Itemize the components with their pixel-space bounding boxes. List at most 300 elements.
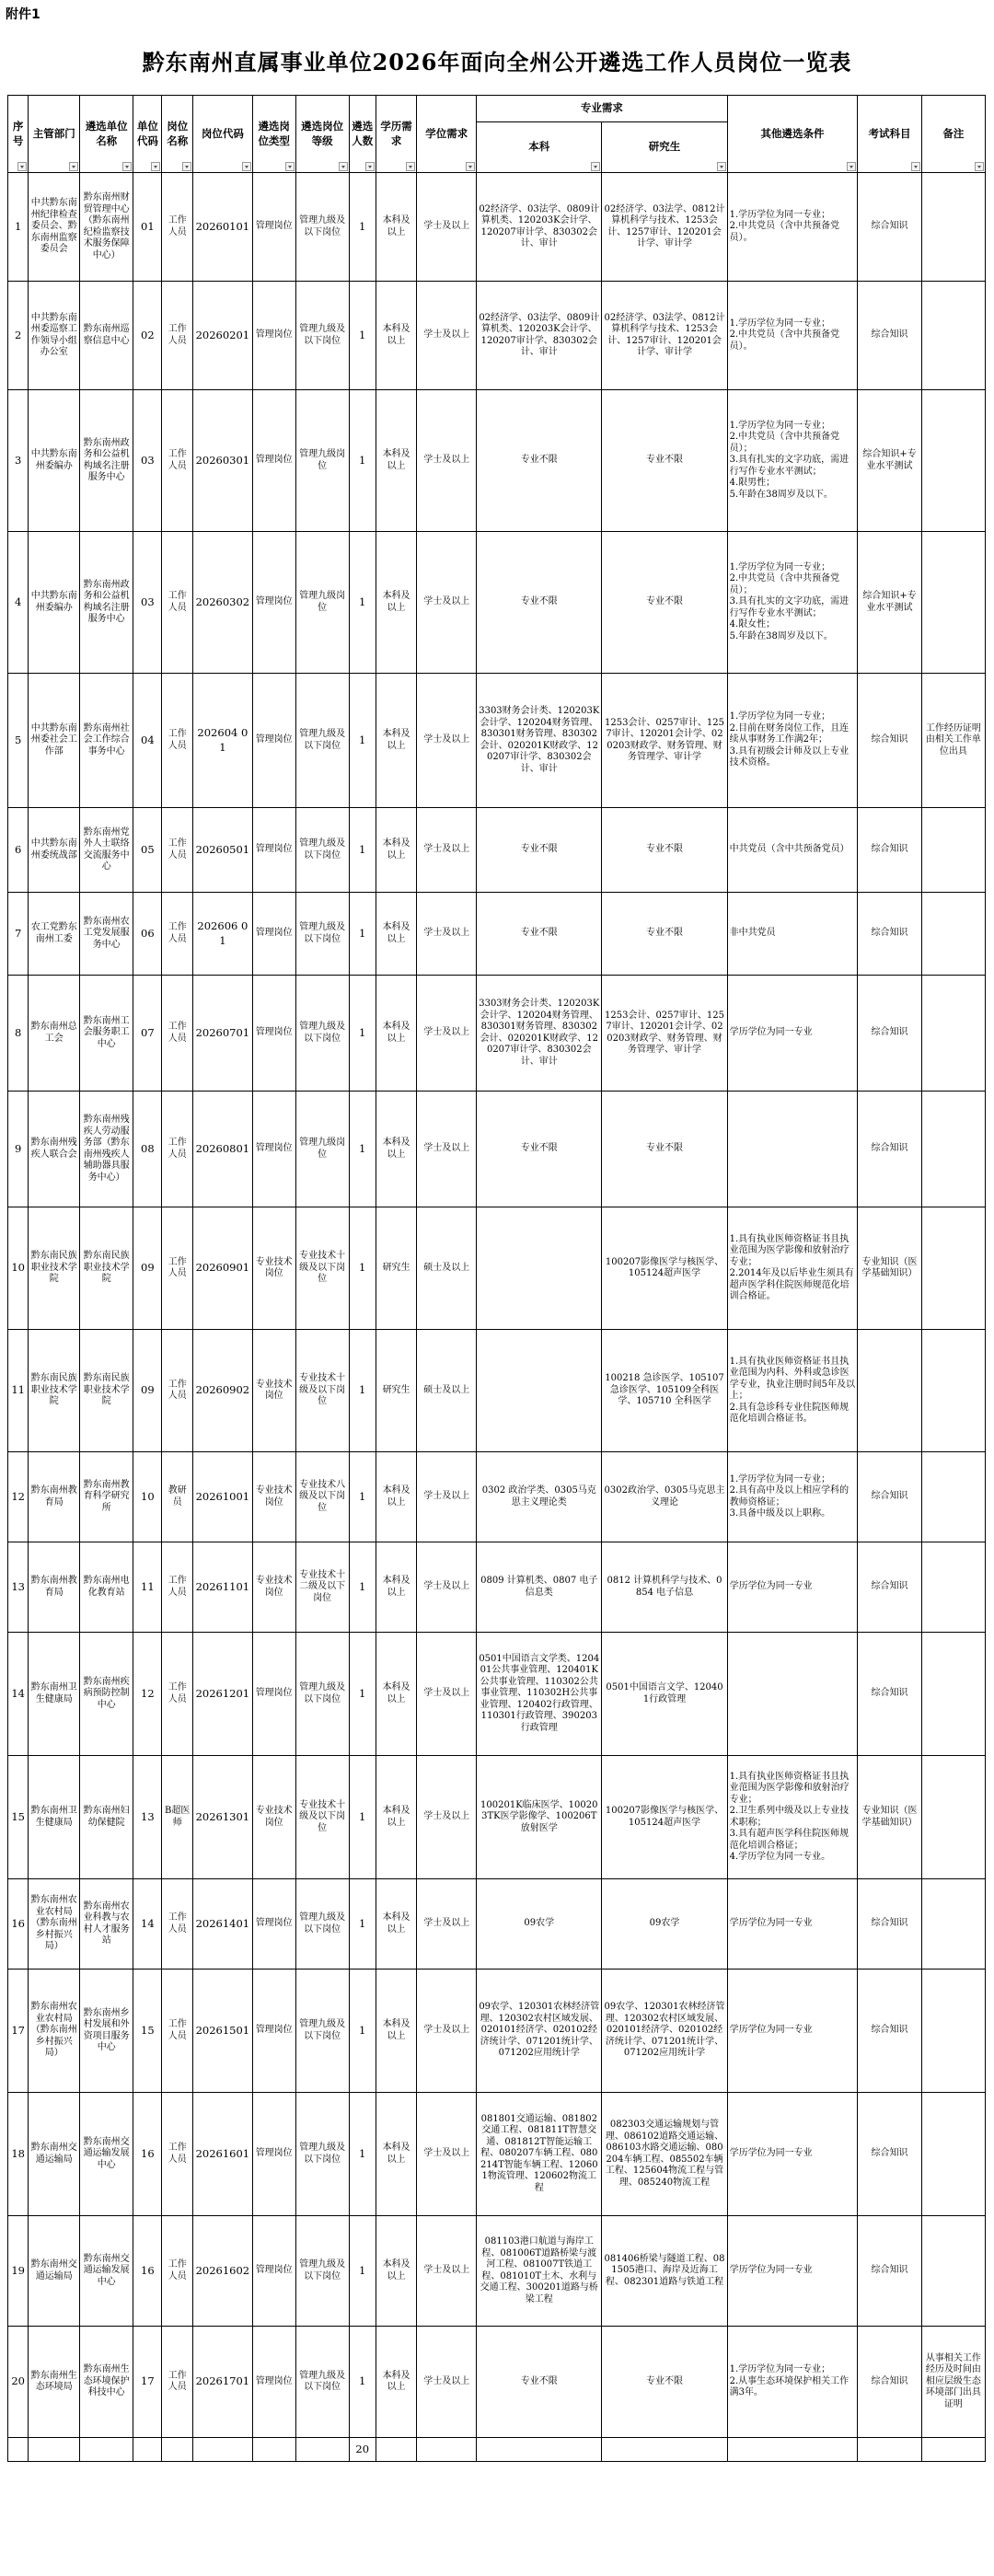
cell-education[interactable]: 本科及以上 — [376, 1092, 417, 1207]
header-dept[interactable]: 主管部门 — [29, 96, 80, 173]
header-graduate[interactable]: 研究生 — [602, 122, 727, 173]
cell-post-level[interactable]: 管理九级及以下岗位 — [295, 1879, 349, 1970]
cell-graduate-major[interactable]: 专业不限 — [602, 390, 727, 532]
cell-undergrad-major[interactable]: 02经济学、03法学、0809计算机类、120203K会计学、120207审计学、830302会计、审计 — [477, 282, 602, 390]
cell-unit-code[interactable]: 08 — [133, 1092, 162, 1207]
cell-dept[interactable]: 中共黔东南州委编办 — [29, 390, 80, 532]
cell-post-name[interactable]: 工作人员 — [162, 1207, 193, 1330]
cell-degree[interactable]: 学士及以上 — [417, 976, 477, 1092]
cell-note[interactable] — [921, 976, 985, 1092]
empty-cell[interactable] — [858, 2438, 921, 2462]
cell-dept[interactable]: 中共黔东南州委编办 — [29, 532, 80, 674]
cell-count[interactable]: 1 — [349, 1970, 376, 2093]
cell-post-code[interactable]: 202606 01 — [192, 893, 252, 976]
cell-exam[interactable]: 综合知识 — [858, 1452, 921, 1542]
cell-dept[interactable]: 黔东南州卫生健康局 — [29, 1633, 80, 1756]
filter-dropdown-icon[interactable] — [17, 162, 27, 171]
cell-exam[interactable]: 综合知识 — [858, 1092, 921, 1207]
cell-note[interactable]: 从事相关工作经历及时间由相应层级生态环境部门出具证明 — [921, 2327, 985, 2438]
cell-education[interactable]: 本科及以上 — [376, 532, 417, 674]
header-education[interactable]: 学历需求 — [376, 96, 417, 173]
cell-note[interactable] — [921, 1452, 985, 1542]
cell-count[interactable]: 1 — [349, 282, 376, 390]
cell-post-name[interactable]: 工作人员 — [162, 1633, 193, 1756]
cell-dept[interactable]: 黔东南民族职业技术学院 — [29, 1207, 80, 1330]
empty-cell[interactable] — [80, 2438, 133, 2462]
cell-unit[interactable]: 黔东南州教育科学研究所 — [80, 1452, 133, 1542]
cell-other-conditions[interactable]: 学历学位为同一专业 — [727, 1970, 858, 2093]
cell-unit[interactable]: 黔东南州妇幼保健院 — [80, 1756, 133, 1879]
cell-education[interactable]: 本科及以上 — [376, 674, 417, 808]
cell-exam[interactable]: 综合知识 — [858, 1542, 921, 1633]
cell-note[interactable] — [921, 1633, 985, 1756]
header-undergrad[interactable]: 本科 — [477, 122, 602, 173]
cell-post-name[interactable]: 工作人员 — [162, 2327, 193, 2438]
cell-unit[interactable]: 黔东南州政务和公益机构域名注册服务中心 — [80, 532, 133, 674]
cell-note[interactable] — [921, 1879, 985, 1970]
cell-degree[interactable]: 学士及以上 — [417, 390, 477, 532]
cell-education[interactable]: 本科及以上 — [376, 2093, 417, 2216]
cell-post-level[interactable]: 管理九级及以下岗位 — [295, 282, 349, 390]
cell-unit-code[interactable]: 04 — [133, 674, 162, 808]
empty-cell[interactable] — [477, 2438, 602, 2462]
empty-cell[interactable] — [192, 2438, 252, 2462]
cell-post-code[interactable]: 20260302 — [192, 532, 252, 674]
header-note[interactable]: 备注 — [921, 96, 985, 173]
cell-note[interactable] — [921, 1756, 985, 1879]
cell-graduate-major[interactable]: 081406桥梁与隧道工程、081505港口、海岸及近海工程、082301道路与铁道工程 — [602, 2216, 727, 2327]
cell-seq[interactable]: 9 — [8, 1092, 29, 1207]
header-count[interactable]: 遴选人数 — [349, 96, 376, 173]
cell-dept[interactable]: 农工党黔东南州工委 — [29, 893, 80, 976]
cell-other-conditions[interactable]: 1.学历学位为同一专业； 2.目前在财务岗位工作，且连续从事财务工作满2年； 3.具有初级会计师及以上专业技术资格。 — [727, 674, 858, 808]
filter-dropdown-icon[interactable] — [242, 162, 251, 171]
cell-count[interactable]: 1 — [349, 390, 376, 532]
cell-dept[interactable]: 黔东南州教育局 — [29, 1452, 80, 1542]
cell-seq[interactable]: 3 — [8, 390, 29, 532]
cell-graduate-major[interactable]: 0302政治学、0305马克思主义理论 — [602, 1452, 727, 1542]
cell-education[interactable]: 本科及以上 — [376, 390, 417, 532]
cell-post-name[interactable]: 工作人员 — [162, 1879, 193, 1970]
cell-count[interactable]: 1 — [349, 1452, 376, 1542]
cell-undergrad-major[interactable]: 专业不限 — [477, 893, 602, 976]
cell-post-level[interactable]: 管理九级岗位 — [295, 1092, 349, 1207]
cell-post-level[interactable]: 专业技术十级及以下岗位 — [295, 1330, 349, 1452]
cell-post-name[interactable]: 工作人员 — [162, 282, 193, 390]
cell-dept[interactable]: 黔东南州残疾人联合会 — [29, 1092, 80, 1207]
cell-education[interactable]: 研究生 — [376, 1207, 417, 1330]
cell-unit[interactable]: 黔东南州电化教育站 — [80, 1542, 133, 1633]
cell-unit-code[interactable]: 03 — [133, 532, 162, 674]
cell-degree[interactable]: 学士及以上 — [417, 532, 477, 674]
cell-exam[interactable]: 专业知识（医学基础知识） — [858, 1756, 921, 1879]
cell-education[interactable]: 本科及以上 — [376, 2216, 417, 2327]
cell-post-type[interactable]: 管理岗位 — [252, 1970, 295, 2093]
cell-unit[interactable]: 黔东南州政务和公益机构域名注册服务中心 — [80, 390, 133, 532]
cell-seq[interactable]: 19 — [8, 2216, 29, 2327]
cell-education[interactable]: 本科及以上 — [376, 1542, 417, 1633]
cell-other-conditions[interactable]: 中共党员（含中共预备党员） — [727, 808, 858, 893]
cell-exam[interactable]: 综合知识 — [858, 2093, 921, 2216]
cell-education[interactable]: 本科及以上 — [376, 2327, 417, 2438]
cell-note[interactable] — [921, 390, 985, 532]
cell-post-code[interactable]: 20260301 — [192, 390, 252, 532]
cell-education[interactable]: 本科及以上 — [376, 282, 417, 390]
cell-unit-code[interactable]: 05 — [133, 808, 162, 893]
cell-count[interactable]: 1 — [349, 173, 376, 282]
cell-post-level[interactable]: 管理九级及以下岗位 — [295, 2327, 349, 2438]
empty-cell[interactable] — [921, 2438, 985, 2462]
cell-seq[interactable]: 1 — [8, 173, 29, 282]
header-seq[interactable]: 序号 — [8, 96, 29, 173]
cell-seq[interactable]: 7 — [8, 893, 29, 976]
cell-post-type[interactable]: 管理岗位 — [252, 893, 295, 976]
cell-education[interactable]: 本科及以上 — [376, 1633, 417, 1756]
cell-other-conditions[interactable]: 1.学历学位为同一专业； 2.从事生态环境保护相关工作满3年。 — [727, 2327, 858, 2438]
cell-graduate-major[interactable]: 专业不限 — [602, 2327, 727, 2438]
cell-post-type[interactable]: 专业技术岗位 — [252, 1452, 295, 1542]
cell-exam[interactable]: 综合知识 — [858, 1879, 921, 1970]
cell-exam[interactable]: 综合知识 — [858, 976, 921, 1092]
cell-post-level[interactable]: 专业技术十级及以下岗位 — [295, 1756, 349, 1879]
cell-post-code[interactable]: 20261401 — [192, 1879, 252, 1970]
header-unit[interactable]: 遴选单位名称 — [80, 96, 133, 173]
cell-post-type[interactable]: 管理岗位 — [252, 674, 295, 808]
cell-seq[interactable]: 13 — [8, 1542, 29, 1633]
cell-undergrad-major[interactable]: 专业不限 — [477, 532, 602, 674]
cell-unit[interactable]: 黔东南州疾病预防控制中心 — [80, 1633, 133, 1756]
filter-dropdown-icon[interactable] — [591, 162, 600, 171]
cell-education[interactable]: 研究生 — [376, 1330, 417, 1452]
cell-exam[interactable] — [858, 1330, 921, 1452]
cell-graduate-major[interactable]: 02经济学、03法学、0812计算机科学与技术、1253会计、1257审计、120201会计学、审计学 — [602, 282, 727, 390]
cell-note[interactable] — [921, 173, 985, 282]
header-degree[interactable]: 学位需求 — [417, 96, 477, 173]
cell-graduate-major[interactable]: 专业不限 — [602, 893, 727, 976]
cell-post-level[interactable]: 管理九级及以下岗位 — [295, 893, 349, 976]
filter-dropdown-icon[interactable] — [406, 162, 415, 171]
cell-post-name[interactable]: 工作人员 — [162, 532, 193, 674]
cell-post-type[interactable]: 专业技术岗位 — [252, 1207, 295, 1330]
cell-post-level[interactable]: 管理九级及以下岗位 — [295, 2093, 349, 2216]
cell-unit-code[interactable]: 17 — [133, 2327, 162, 2438]
cell-post-code[interactable]: 20260101 — [192, 173, 252, 282]
cell-graduate-major[interactable]: 专业不限 — [602, 532, 727, 674]
header-other-conditions[interactable]: 其他遴选条件 — [727, 96, 858, 173]
cell-degree[interactable]: 学士及以上 — [417, 2327, 477, 2438]
filter-dropdown-icon[interactable] — [151, 162, 160, 171]
cell-unit[interactable]: 黔东南民族职业技术学院 — [80, 1330, 133, 1452]
cell-note[interactable] — [921, 893, 985, 976]
cell-count[interactable]: 1 — [349, 1633, 376, 1756]
cell-seq[interactable]: 15 — [8, 1756, 29, 1879]
cell-undergrad-major[interactable]: 专业不限 — [477, 390, 602, 532]
cell-unit[interactable]: 黔东南州党外人士联络交流服务中心 — [80, 808, 133, 893]
cell-post-code[interactable]: 202604 01 — [192, 674, 252, 808]
cell-post-name[interactable]: 工作人员 — [162, 1092, 193, 1207]
cell-graduate-major[interactable]: 100218 急诊医学、105107 急诊医学、105109全科医学、105710 全科医学 — [602, 1330, 727, 1452]
cell-post-name[interactable]: 工作人员 — [162, 2093, 193, 2216]
cell-exam[interactable]: 综合知识+专业水平测试 — [858, 390, 921, 532]
cell-post-type[interactable]: 管理岗位 — [252, 532, 295, 674]
cell-undergrad-major[interactable] — [477, 1207, 602, 1330]
cell-count[interactable]: 1 — [349, 1879, 376, 1970]
filter-dropdown-icon[interactable] — [122, 162, 132, 171]
cell-degree[interactable]: 硕士及以上 — [417, 1207, 477, 1330]
empty-cell[interactable] — [376, 2438, 417, 2462]
cell-exam[interactable]: 专业知识（医学基础知识） — [858, 1207, 921, 1330]
cell-count[interactable]: 1 — [349, 532, 376, 674]
cell-undergrad-major[interactable]: 0501中国语言文学类、120401公共事业管理、120401K公共事业管理、110302公共事业管理、110302H公共事业管理、120402行政管理、110301行政管理、390203行政管理 — [477, 1633, 602, 1756]
cell-unit[interactable]: 黔东南州巡察信息中心 — [80, 282, 133, 390]
cell-dept[interactable]: 黔东南州生态环境局 — [29, 2327, 80, 2438]
cell-degree[interactable]: 学士及以上 — [417, 2216, 477, 2327]
cell-unit-code[interactable]: 01 — [133, 173, 162, 282]
cell-unit[interactable]: 黔东南州农工党发展服务中心 — [80, 893, 133, 976]
header-unit-code[interactable]: 单位代码 — [133, 96, 162, 173]
cell-post-type[interactable]: 管理岗位 — [252, 282, 295, 390]
cell-undergrad-major[interactable]: 09农学 — [477, 1879, 602, 1970]
cell-education[interactable]: 本科及以上 — [376, 173, 417, 282]
cell-post-name[interactable]: B超医师 — [162, 1756, 193, 1879]
cell-undergrad-major[interactable]: 专业不限 — [477, 1092, 602, 1207]
cell-post-code[interactable]: 20261501 — [192, 1970, 252, 2093]
cell-seq[interactable]: 14 — [8, 1633, 29, 1756]
cell-dept[interactable]: 黔东南州农业农村局（黔东南州乡村振兴局） — [29, 1879, 80, 1970]
cell-post-name[interactable]: 工作人员 — [162, 2216, 193, 2327]
cell-graduate-major[interactable]: 1253会计、0257审计、1257审计、120201会计学、020203财政学、财务管理、财务管理学、审计学 — [602, 674, 727, 808]
cell-dept[interactable]: 黔东南州卫生健康局 — [29, 1756, 80, 1879]
cell-unit-code[interactable]: 15 — [133, 1970, 162, 2093]
cell-other-conditions[interactable]: 非中共党员 — [727, 893, 858, 976]
cell-post-level[interactable]: 管理九级岗位 — [295, 532, 349, 674]
cell-degree[interactable]: 学士及以上 — [417, 1756, 477, 1879]
cell-post-code[interactable]: 20261301 — [192, 1756, 252, 1879]
cell-post-code[interactable]: 20260901 — [192, 1207, 252, 1330]
cell-post-code[interactable]: 20261701 — [192, 2327, 252, 2438]
cell-seq[interactable]: 20 — [8, 2327, 29, 2438]
cell-other-conditions[interactable]: 1.学历学位为同一专业； 2.中共党员（含中共预备党员）； 3.具有扎实的文字功底，需进行写作专业水平测试； 4.限男性； 5.年龄在38周岁及以下。 — [727, 390, 858, 532]
cell-post-level[interactable]: 管理九级及以下岗位 — [295, 173, 349, 282]
empty-cell[interactable] — [417, 2438, 477, 2462]
cell-education[interactable]: 本科及以上 — [376, 1879, 417, 1970]
cell-unit[interactable]: 黔东南州农业科教与农村人才服务站 — [80, 1879, 133, 1970]
cell-count[interactable]: 1 — [349, 2216, 376, 2327]
cell-seq[interactable]: 17 — [8, 1970, 29, 2093]
cell-exam[interactable]: 综合知识 — [858, 674, 921, 808]
cell-undergrad-major[interactable]: 专业不限 — [477, 808, 602, 893]
cell-unit-code[interactable]: 16 — [133, 2216, 162, 2327]
cell-unit-code[interactable]: 09 — [133, 1330, 162, 1452]
cell-other-conditions[interactable]: 学历学位为同一专业 — [727, 976, 858, 1092]
cell-graduate-major[interactable]: 02经济学、03法学、0812计算机科学与技术、1253会计、1257审计、120201会计学、审计学 — [602, 173, 727, 282]
header-post-type[interactable]: 遴选岗位类型 — [252, 96, 295, 173]
cell-post-code[interactable]: 20260701 — [192, 976, 252, 1092]
filter-dropdown-icon[interactable] — [285, 162, 295, 171]
filter-dropdown-icon[interactable] — [339, 162, 348, 171]
cell-dept[interactable]: 中共黔东南州纪律检查委员会、黔东南州监察委员会 — [29, 173, 80, 282]
cell-dept[interactable]: 中共黔东南州委社会工作部 — [29, 674, 80, 808]
cell-unit-code[interactable]: 11 — [133, 1542, 162, 1633]
cell-graduate-major[interactable]: 082303交通运输规划与管理、086102道路交通运输、086103水路交通运输、080204车辆工程、085502车辆工程、125604物流工程与管理、085240物流工程 — [602, 2093, 727, 2216]
cell-other-conditions[interactable]: 学历学位为同一专业 — [727, 2216, 858, 2327]
cell-other-conditions[interactable]: 1.具有执业医师资格证书且执业范围为医学影像和放射治疗专业； 2.2014年及以后毕业生须具有超声医学科住院医师规范化培训合格证。 — [727, 1207, 858, 1330]
cell-dept[interactable]: 黔东南州交通运输局 — [29, 2216, 80, 2327]
cell-note[interactable] — [921, 1542, 985, 1633]
cell-degree[interactable]: 学士及以上 — [417, 893, 477, 976]
cell-graduate-major[interactable]: 09农学 — [602, 1879, 727, 1970]
cell-degree[interactable]: 硕士及以上 — [417, 1330, 477, 1452]
cell-other-conditions[interactable]: 1.具有执业医师资格证书且执业范围为内科、外科或急诊医学专业，执业注册时间5年及以上； 2.具有急诊科专业住院医师规范化培训合格证书。 — [727, 1330, 858, 1452]
empty-cell[interactable] — [727, 2438, 858, 2462]
cell-other-conditions[interactable]: 学历学位为同一专业 — [727, 1542, 858, 1633]
total-count[interactable]: 20 — [349, 2438, 376, 2462]
cell-unit[interactable]: 黔东南州交通运输发展中心 — [80, 2216, 133, 2327]
cell-unit-code[interactable]: 13 — [133, 1756, 162, 1879]
cell-undergrad-major[interactable]: 100201K临床医学、100203TK医学影像学、100206T放射医学 — [477, 1756, 602, 1879]
cell-unit[interactable]: 黔东南州乡村发展和外资项目服务中心 — [80, 1970, 133, 2093]
cell-post-type[interactable]: 管理岗位 — [252, 808, 295, 893]
cell-undergrad-major[interactable]: 3303财务会计类、120203K会计学、120204财务管理、830301财务管理、830302会计、020201K财政学、120207审计学、830302会计、审计 — [477, 976, 602, 1092]
cell-graduate-major[interactable]: 0812 计算机科学与技术、0854 电子信息 — [602, 1542, 727, 1633]
cell-seq[interactable]: 10 — [8, 1207, 29, 1330]
cell-post-name[interactable]: 工作人员 — [162, 1330, 193, 1452]
cell-post-level[interactable]: 专业技术十二级及以下岗位 — [295, 1542, 349, 1633]
cell-post-code[interactable]: 20261101 — [192, 1542, 252, 1633]
cell-seq[interactable]: 11 — [8, 1330, 29, 1452]
header-post-code[interactable]: 岗位代码 — [192, 96, 252, 173]
cell-post-code[interactable]: 20261601 — [192, 2093, 252, 2216]
cell-post-name[interactable]: 教研员 — [162, 1452, 193, 1542]
cell-post-type[interactable]: 专业技术岗位 — [252, 1542, 295, 1633]
cell-dept[interactable]: 黔东南州总工会 — [29, 976, 80, 1092]
empty-cell[interactable] — [8, 2438, 29, 2462]
cell-graduate-major[interactable]: 09农学、120301农林经济管理、120302农村区域发展、020101经济学、020102经济统计学、071201统计学、071202应用统计学 — [602, 1970, 727, 2093]
cell-post-name[interactable]: 工作人员 — [162, 808, 193, 893]
cell-unit[interactable]: 黔东南州交通运输发展中心 — [80, 2093, 133, 2216]
cell-unit-code[interactable]: 10 — [133, 1452, 162, 1542]
filter-dropdown-icon[interactable] — [466, 162, 475, 171]
cell-post-name[interactable]: 工作人员 — [162, 1970, 193, 2093]
cell-post-code[interactable]: 20260201 — [192, 282, 252, 390]
filter-dropdown-icon[interactable] — [69, 162, 78, 171]
cell-other-conditions[interactable] — [727, 1633, 858, 1756]
cell-seq[interactable]: 8 — [8, 976, 29, 1092]
cell-exam[interactable]: 综合知识 — [858, 808, 921, 893]
empty-cell[interactable] — [252, 2438, 295, 2462]
cell-seq[interactable]: 12 — [8, 1452, 29, 1542]
cell-note[interactable] — [921, 1970, 985, 2093]
cell-count[interactable]: 1 — [349, 976, 376, 1092]
cell-dept[interactable]: 黔东南民族职业技术学院 — [29, 1330, 80, 1452]
cell-unit-code[interactable]: 03 — [133, 390, 162, 532]
cell-count[interactable]: 1 — [349, 1542, 376, 1633]
cell-exam[interactable]: 综合知识 — [858, 173, 921, 282]
cell-post-type[interactable]: 专业技术岗位 — [252, 1756, 295, 1879]
cell-post-type[interactable]: 管理岗位 — [252, 2093, 295, 2216]
cell-education[interactable]: 本科及以上 — [376, 976, 417, 1092]
cell-count[interactable]: 1 — [349, 1207, 376, 1330]
cell-unit-code[interactable]: 12 — [133, 1633, 162, 1756]
cell-other-conditions[interactable]: 1.具有执业医师资格证书且执业范围为医学影像和放射治疗专业； 2.卫生系列中级及以上专业技术职称； 3.具有超声医学科住院医师规范化培训合格证； 4.学历学位为同一专业。 — [727, 1756, 858, 1879]
cell-seq[interactable]: 4 — [8, 532, 29, 674]
cell-exam[interactable]: 综合知识+专业水平测试 — [858, 532, 921, 674]
cell-degree[interactable]: 学士及以上 — [417, 1633, 477, 1756]
cell-post-code[interactable]: 20261001 — [192, 1452, 252, 1542]
cell-post-level[interactable]: 管理九级及以下岗位 — [295, 674, 349, 808]
cell-undergrad-major[interactable]: 02经济学、03法学、0809计算机类、120203K会计学、120207审计学、830302会计、审计 — [477, 173, 602, 282]
cell-post-level[interactable]: 专业技术八级及以下岗位 — [295, 1452, 349, 1542]
cell-degree[interactable]: 学士及以上 — [417, 1452, 477, 1542]
cell-unit[interactable]: 黔东南州残疾人劳动服务部（黔东南州残疾人辅助器具服务中心） — [80, 1092, 133, 1207]
cell-post-name[interactable]: 工作人员 — [162, 674, 193, 808]
cell-count[interactable]: 1 — [349, 1330, 376, 1452]
empty-cell[interactable] — [133, 2438, 162, 2462]
cell-note[interactable] — [921, 2093, 985, 2216]
cell-post-level[interactable]: 管理九级及以下岗位 — [295, 1970, 349, 2093]
cell-dept[interactable]: 黔东南州农业农村局（黔东南州乡村振兴局） — [29, 1970, 80, 2093]
cell-note[interactable] — [921, 1092, 985, 1207]
cell-note[interactable] — [921, 808, 985, 893]
cell-degree[interactable]: 学士及以上 — [417, 674, 477, 808]
cell-dept[interactable]: 中共黔东南州委统战部 — [29, 808, 80, 893]
cell-education[interactable]: 本科及以上 — [376, 1452, 417, 1542]
cell-graduate-major[interactable]: 100207影像医学与核医学、105124超声医学 — [602, 1207, 727, 1330]
cell-unit[interactable]: 黔东南民族职业技术学院 — [80, 1207, 133, 1330]
cell-post-code[interactable]: 20261602 — [192, 2216, 252, 2327]
cell-count[interactable]: 1 — [349, 674, 376, 808]
cell-graduate-major[interactable]: 专业不限 — [602, 808, 727, 893]
filter-dropdown-icon[interactable] — [975, 162, 984, 171]
cell-post-type[interactable]: 专业技术岗位 — [252, 1330, 295, 1452]
cell-other-conditions[interactable]: 学历学位为同一专业 — [727, 2093, 858, 2216]
cell-post-level[interactable]: 管理九级及以下岗位 — [295, 976, 349, 1092]
cell-exam[interactable]: 综合知识 — [858, 893, 921, 976]
cell-undergrad-major[interactable]: 专业不限 — [477, 2327, 602, 2438]
cell-exam[interactable]: 综合知识 — [858, 2216, 921, 2327]
cell-post-name[interactable]: 工作人员 — [162, 173, 193, 282]
cell-unit-code[interactable]: 16 — [133, 2093, 162, 2216]
cell-seq[interactable]: 18 — [8, 2093, 29, 2216]
cell-undergrad-major[interactable]: 0809 计算机类、0807 电子信息类 — [477, 1542, 602, 1633]
cell-unit-code[interactable]: 06 — [133, 893, 162, 976]
cell-undergrad-major[interactable]: 09农学、120301农林经济管理、120302农村区域发展、020101经济学、020102经济统计学、071201统计学、071202应用统计学 — [477, 1970, 602, 2093]
empty-cell[interactable] — [162, 2438, 193, 2462]
cell-post-type[interactable]: 管理岗位 — [252, 2216, 295, 2327]
cell-unit-code[interactable]: 02 — [133, 282, 162, 390]
cell-seq[interactable]: 16 — [8, 1879, 29, 1970]
filter-dropdown-icon[interactable] — [847, 162, 856, 171]
cell-degree[interactable]: 学士及以上 — [417, 282, 477, 390]
cell-education[interactable]: 本科及以上 — [376, 893, 417, 976]
cell-undergrad-major[interactable]: 081801交通运输、081802交通工程、081811T智慧交通、081812T智能运输工程、080207车辆工程、080214T智能车辆工程、120601物流管理、120602物流工程 — [477, 2093, 602, 2216]
cell-degree[interactable]: 学士及以上 — [417, 1879, 477, 1970]
filter-dropdown-icon[interactable] — [911, 162, 920, 171]
empty-cell[interactable] — [295, 2438, 349, 2462]
header-exam[interactable]: 考试科目 — [858, 96, 921, 173]
cell-other-conditions[interactable]: 1.学历学位为同一专业； 2.中共党员（含中共预备党员）； 3.具有扎实的文字功底，需进行写作专业水平测试； 4.限女性； 5.年龄在38周岁及以下。 — [727, 532, 858, 674]
header-post-name[interactable]: 岗位名称 — [162, 96, 193, 173]
cell-seq[interactable]: 5 — [8, 674, 29, 808]
cell-exam[interactable]: 综合知识 — [858, 2327, 921, 2438]
cell-count[interactable]: 1 — [349, 1756, 376, 1879]
cell-seq[interactable]: 6 — [8, 808, 29, 893]
cell-graduate-major[interactable]: 专业不限 — [602, 1092, 727, 1207]
cell-post-level[interactable]: 管理九级岗位 — [295, 390, 349, 532]
cell-note[interactable] — [921, 282, 985, 390]
cell-degree[interactable]: 学士及以上 — [417, 173, 477, 282]
filter-dropdown-icon[interactable] — [717, 162, 726, 171]
